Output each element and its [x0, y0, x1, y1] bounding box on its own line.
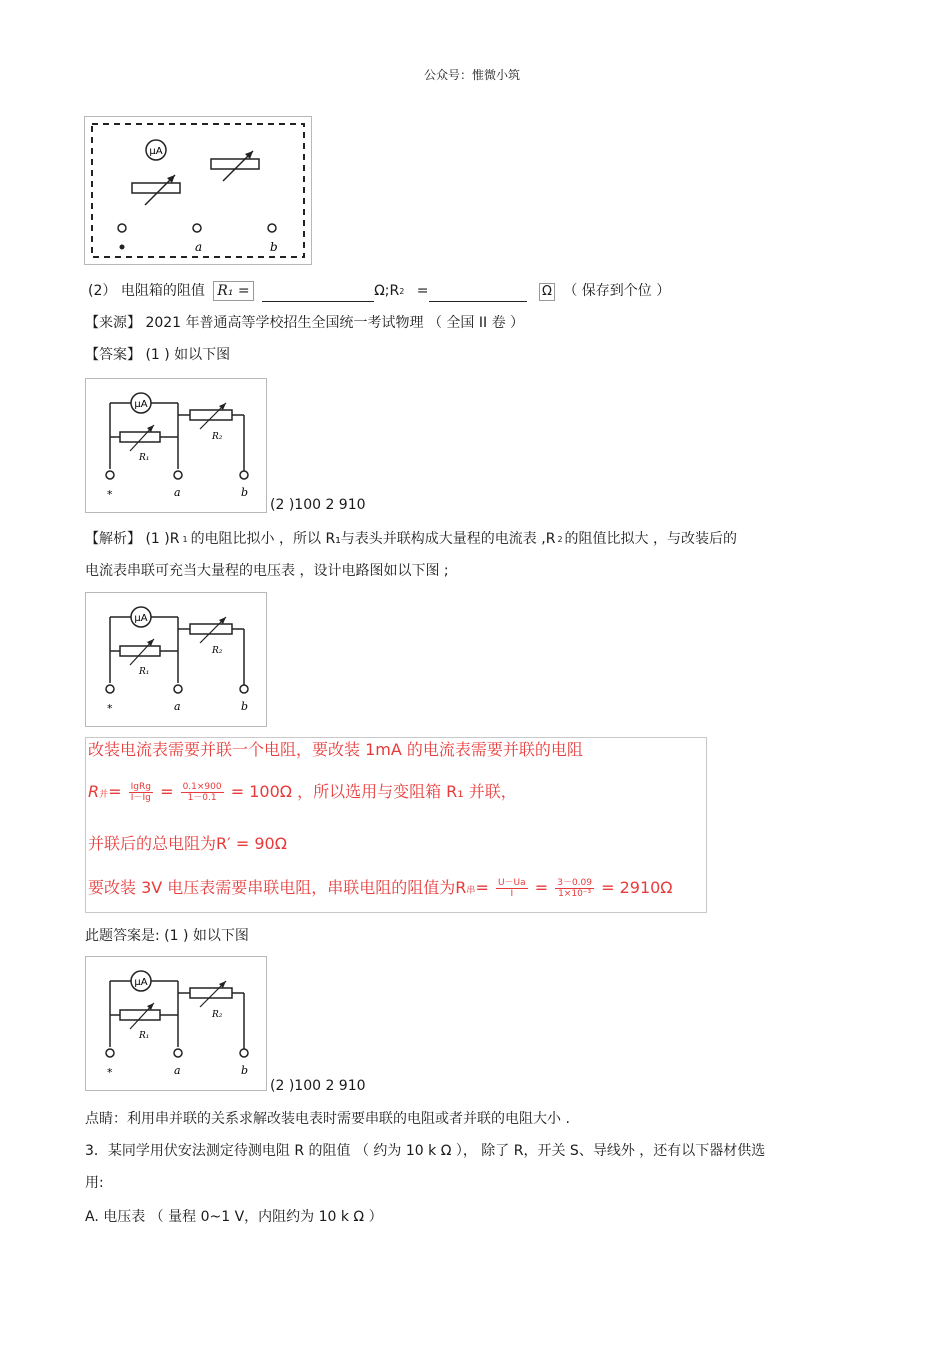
red-line-3: 并联后的总电阻为R′ = 90Ω [88, 834, 287, 853]
label-star: * [107, 702, 113, 715]
analysis-line-2: 电流表串联可充当大量程的电压表 ，设计电路图如以下图 ; [85, 563, 449, 579]
label-b: b [241, 700, 249, 713]
label-r1: R₁ [139, 667, 150, 677]
q2-prefix: (2） 电阻箱的阻值 [88, 283, 205, 299]
analysis-circuit-figure [85, 592, 267, 727]
label-b: b [241, 486, 249, 499]
circuit-diagram [86, 957, 266, 1090]
red-l4-frac1: $\frac{U-Ua}{I}$ [497, 878, 526, 899]
red-l2-frac2: $\frac{0.1\times 900}{1-0.1}$ [182, 782, 222, 803]
conclusion-circuit-figure [85, 956, 267, 1091]
red-l4-eq: = [475, 878, 489, 897]
q2-ohm2: Ω [539, 283, 555, 301]
red-l4-sub: 串 [466, 886, 476, 896]
red-line-4 [88, 878, 673, 901]
red-l2-tail: = 100Ω ，所以选用与变阻箱 R₁ 并联， [230, 782, 517, 801]
red-l2-eq2: = [160, 782, 174, 801]
red-l4-tail: = 2910Ω [601, 878, 673, 897]
label-b: b [270, 240, 278, 254]
r2-blank[interactable] [429, 287, 527, 302]
red-l4-head: 要改装 3V 电压表需要串联电阻，串联电阻的阻值为R [88, 878, 467, 897]
resistor-box-r2-icon [211, 159, 259, 169]
label-r2: R₂ [212, 646, 223, 656]
analysis-sub2: 2 [557, 535, 563, 544]
question-figure [84, 116, 312, 265]
r1-blank[interactable] [262, 287, 374, 302]
terminal-star [106, 685, 114, 693]
source-line: 【来源】 2021 年普通高等学校招生全国统一考试物理 （ 全国 II 卷 ） [85, 315, 525, 331]
red-l4-frac2: $\frac{3-0.09}{\text{1×10⁻³}}$ [557, 878, 592, 899]
red-explanation-box [85, 737, 707, 913]
q2-suffix: （ 保存到个位 ） [563, 283, 671, 299]
terminal-star [106, 1049, 114, 1057]
label-a: a [195, 240, 203, 254]
option-a: A. 电压表 （ 量程 0~1 V，内阻约为 10 k Ω ） [85, 1209, 383, 1225]
label-a: a [174, 486, 181, 499]
label-r1: R₁ [139, 1031, 150, 1041]
terminal-b [240, 1049, 248, 1057]
terminal-a [174, 1049, 182, 1057]
meter-label: μA [134, 977, 148, 988]
point-line: 点睛：利用串并联的关系求解改装电表时需要串联的电阻或者并联的电阻大小 . [85, 1111, 570, 1127]
red-line-1: 改装电流表需要并联一个电阻，要改装 1mA 的电流表需要并联的电阻 [88, 740, 583, 759]
terminal-a [193, 224, 201, 232]
label-b: b [241, 1064, 249, 1077]
analysis-p1c: 的阻值比拟大 ，与改装后的 [564, 531, 737, 547]
red-l2-sub: 并 [99, 790, 109, 800]
question-3-line-1: 3．某同学用伏安法测定待测电阻 R 的阻值 （ 约为 10 k Ω ）， 除了 R，开关 S、导线外 ，还有以下器材供选 [85, 1143, 766, 1159]
label-r2: R₂ [212, 432, 223, 442]
terminal-a [174, 685, 182, 693]
red-l4-eq2: = [534, 878, 549, 897]
r1-symbol: R₁ = [213, 281, 253, 301]
resistor-box-r1-icon [132, 183, 180, 193]
page-header: 公众号：惟微小筑 [424, 68, 521, 82]
q2-r2-sub: 2 [399, 287, 405, 296]
red-l2-eq: = [108, 782, 122, 801]
label-star: * [107, 488, 113, 501]
label-star: * [107, 1066, 113, 1079]
analysis-p1b: 的电阻比拟小 ，所以 R₁与表头并联构成大量程的电流表 ,R [190, 531, 556, 547]
answer-values: (2 )100 2 910 [270, 497, 366, 513]
terminal-star [106, 471, 114, 479]
label-r2: R₂ [212, 1010, 223, 1020]
answer-circuit-figure [85, 378, 267, 513]
circuit-diagram [86, 593, 266, 726]
red-l2-r: R [88, 782, 100, 801]
question-2-line [88, 281, 670, 302]
terminal-star [118, 224, 126, 232]
q2-ohm1: Ω;R [374, 283, 400, 299]
red-l2-frac1: $\frac{\text{IgRg}}{I-Ig}$ [130, 782, 151, 803]
analysis-line-1 [85, 530, 737, 550]
label-a: a [174, 700, 181, 713]
meter-label: μA [134, 399, 148, 410]
terminal-a [174, 471, 182, 479]
analysis-p1a: 【解析】 (1 )R [85, 531, 180, 547]
meter-label: μA [134, 613, 148, 624]
label-a: a [174, 1064, 181, 1077]
conclusion-values: (2 )100 2 910 [270, 1078, 366, 1094]
label-r1: R₁ [139, 453, 150, 463]
meter-label: μA [149, 146, 163, 157]
circuit-diagram [86, 379, 266, 512]
red-line-2 [88, 782, 517, 805]
terminal-b [240, 471, 248, 479]
question-3-line-2: 用: [85, 1175, 104, 1191]
q2-eq: = [412, 283, 429, 299]
dashed-border [92, 124, 304, 257]
terminal-b [240, 685, 248, 693]
analysis-sub1: 1 [182, 535, 188, 544]
question-circuit-diagram [85, 117, 311, 264]
conclusion-line: 此题答案是: (1 ) 如以下图 [85, 928, 249, 944]
terminal-b [268, 224, 276, 232]
answer-line: 【答案】 (1 ) 如以下图 [85, 347, 231, 363]
